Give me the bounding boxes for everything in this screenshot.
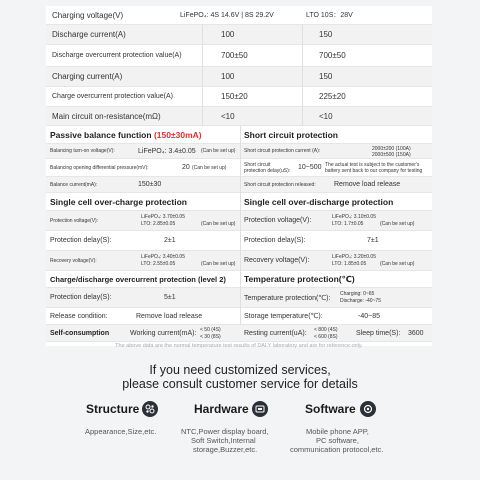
od-prot-v2: LTO: 1.7±0.05 bbox=[332, 221, 364, 227]
short-delay-value: 10~500 bbox=[298, 164, 322, 171]
column-divider bbox=[202, 25, 203, 126]
row-value-1: <10 bbox=[221, 111, 235, 121]
column-divider bbox=[302, 25, 303, 126]
balance-turn-on-label: Balancing turn-on voltage(V): bbox=[50, 148, 115, 154]
oc-prot-note: (Can be set up) bbox=[201, 221, 236, 227]
short-current-value-1: 2000±200 (100A) bbox=[372, 146, 411, 152]
table-row bbox=[46, 159, 432, 177]
short-delay-label-2: protection delay(uS): bbox=[244, 168, 291, 174]
table-row bbox=[46, 144, 432, 159]
feature-desc-line: Soft Switch,Internal bbox=[191, 436, 256, 445]
balance-turn-on-note: (Can be set up) bbox=[201, 148, 236, 154]
oc-prot-v2: LTO: 2.85±0.05 bbox=[141, 221, 176, 227]
row-label: Charging current(A) bbox=[52, 72, 123, 81]
table-row bbox=[46, 308, 432, 325]
footnote: The above data are the normal temperature test results of DALY laboratory and are for reference only. bbox=[115, 343, 363, 349]
feature-desc-line: communication protocol,etc. bbox=[290, 445, 384, 454]
passive-balance-title-text: Passive balance function bbox=[50, 129, 152, 140]
table-row bbox=[46, 251, 432, 271]
row-value-1: 700±50 bbox=[221, 51, 248, 60]
row-value-2: 700±50 bbox=[319, 51, 346, 60]
row-value-2: 150 bbox=[319, 30, 333, 39]
od-prot-label: Protection voltage(V): bbox=[244, 217, 312, 224]
feature-desc-line: NTC,Power display board, bbox=[181, 427, 269, 436]
feature-desc-line: Mobile phone APP, bbox=[306, 427, 369, 436]
oc-rec-note: (Can be set up) bbox=[201, 261, 236, 267]
table-row bbox=[46, 177, 432, 193]
row-label: Main circuit on-resistance(mΩ) bbox=[52, 111, 161, 121]
table-row bbox=[46, 231, 432, 251]
od-prot-v1: LiFePO₄: 3.10±0.05 bbox=[332, 214, 376, 220]
table-row bbox=[46, 67, 432, 87]
temp-prot-v1: Charging: 0~65 bbox=[340, 291, 375, 297]
header-row bbox=[46, 6, 432, 25]
level2-release-label: Release condition: bbox=[50, 312, 108, 320]
self-consumption-row bbox=[46, 325, 432, 342]
working-current-v1: < 50 (4S) bbox=[200, 327, 221, 333]
overdischarge-title: Single cell over-discharge protection bbox=[244, 196, 394, 207]
short-delay-label-1: Short circuit bbox=[244, 162, 271, 168]
resting-current-v2: < 600 (8S) bbox=[314, 334, 338, 340]
storage-temp-value: -40~85 bbox=[358, 312, 380, 320]
resting-current-v1: < 800 (4S) bbox=[314, 327, 338, 333]
temperature-title: Temperature protection(℃) bbox=[244, 273, 355, 284]
header-lto: LTO 10S：28V bbox=[306, 12, 353, 19]
oc-prot-label: Protection voltage(V): bbox=[50, 217, 99, 224]
oc-delay-label: Protection delay(S): bbox=[50, 237, 112, 244]
working-current-v2: < 30 (8S) bbox=[200, 334, 221, 340]
feature-desc-line: Appearance,Size,etc. bbox=[85, 427, 157, 436]
od-rec-note: (Can be set up) bbox=[380, 261, 415, 267]
row-value-2: 150 bbox=[319, 72, 333, 81]
table-row bbox=[46, 107, 432, 126]
balance-diff-note: (Can be set up) bbox=[192, 164, 227, 171]
sleep-time-label: Sleep time(S): bbox=[356, 329, 401, 337]
table-row bbox=[46, 211, 432, 231]
passive-balance-current: (150±30mA) bbox=[153, 129, 202, 140]
temp-prot-v2: Discharge: -40~75 bbox=[340, 298, 381, 304]
cta-line-2: please consult customer service for details bbox=[122, 377, 358, 391]
level2-delay-value: 5±1 bbox=[164, 294, 176, 301]
short-delay-note-1: The actual test is subject to the customer's bbox=[325, 162, 420, 168]
temp-prot-label: Temperature protection(℃): bbox=[244, 294, 331, 302]
short-circuit-title: Short circuit protection bbox=[244, 129, 338, 140]
row-label: Charge overcurrent protection value(A) bbox=[52, 93, 174, 100]
section-header-row bbox=[46, 126, 432, 144]
balance-diff-label: Balancing opening differential pressure(mV): bbox=[50, 164, 149, 171]
gear-cluster-icon bbox=[142, 401, 158, 417]
column-divider bbox=[240, 126, 241, 325]
feature-title: Structure bbox=[86, 402, 140, 416]
level2-title: Charge/discharge overcurrent protection (level 2) bbox=[50, 274, 226, 284]
header-label: Charging voltage(V) bbox=[52, 10, 124, 20]
row-label: Discharge overcurrent protection value(A) bbox=[52, 52, 182, 59]
section-header-row bbox=[46, 193, 432, 211]
table-row bbox=[46, 45, 432, 67]
overcharge-title: Single cell over-charge protection bbox=[50, 196, 187, 207]
feature-title: Hardware bbox=[194, 402, 249, 416]
spec-table bbox=[46, 6, 432, 349]
row-value-1: 100 bbox=[221, 30, 235, 39]
od-rec-label: Recovery voltage(V): bbox=[244, 257, 310, 264]
self-consumption-title: Self-consumption bbox=[50, 329, 110, 337]
passive-balance-title bbox=[50, 130, 202, 140]
working-current-label: Working current(mA): bbox=[130, 329, 197, 337]
od-prot-note: (Can be set up) bbox=[380, 221, 415, 227]
oc-rec-v2: LTO: 2.55±0.05 bbox=[141, 261, 176, 267]
row-value-1: 150±20 bbox=[221, 92, 248, 101]
cta-line-1: If you need customized services, bbox=[149, 363, 331, 377]
oc-delay-value: 2±1 bbox=[164, 237, 176, 244]
circuit-board-icon bbox=[252, 401, 268, 417]
short-current-value-2: 2000±500 (150A) bbox=[372, 152, 411, 158]
short-release-label: Short circuit protection released: bbox=[244, 181, 316, 188]
balance-turn-on-value: LiFePO₄: 3.4±0.05 bbox=[138, 147, 196, 155]
balance-diff-value: 20 bbox=[182, 164, 190, 171]
od-delay-label: Protection delay(S): bbox=[244, 237, 306, 244]
row-value-2: 225±20 bbox=[319, 92, 346, 101]
feature-title: Software bbox=[305, 402, 356, 416]
feature-desc-line: PC software, bbox=[316, 436, 359, 445]
od-delay-value: 7±1 bbox=[367, 237, 379, 244]
resting-current-label: Resting current(uA): bbox=[244, 329, 307, 337]
row-value-1: 100 bbox=[221, 72, 235, 81]
storage-temp-label: Storage temperature(℃): bbox=[244, 313, 323, 320]
short-delay-note-2: battery sent back to our company for testing bbox=[325, 168, 423, 174]
header-lifepo4: LiFePO₄: 4S 14.6V | 8S 29.2V bbox=[180, 11, 274, 19]
balance-current-value: 150±30 bbox=[138, 181, 162, 188]
software-settings-icon bbox=[360, 401, 376, 417]
table-row bbox=[46, 288, 432, 308]
balance-current-label: Balance current(mA): bbox=[50, 181, 98, 188]
level2-release-value: Remove load release bbox=[136, 312, 203, 320]
sleep-time-value: 3600 bbox=[408, 329, 424, 337]
row-label: Discharge current(A) bbox=[52, 30, 126, 39]
feature-desc-line: storage,Buzzer,etc. bbox=[193, 445, 258, 454]
short-release-value: Remove load release bbox=[334, 181, 401, 188]
short-current-label: Short circuit protection current (A): bbox=[244, 148, 321, 154]
od-rec-v1: LiFePO₄: 3.20±0.05 bbox=[332, 254, 376, 260]
oc-prot-v1: LiFePO₄: 3.70±0.05 bbox=[141, 214, 185, 220]
level2-delay-label: Protection delay(S): bbox=[50, 294, 112, 301]
oc-rec-v1: LiFePO₄: 3.40±0.05 bbox=[141, 254, 185, 260]
section-header-row bbox=[46, 271, 432, 288]
table-row bbox=[46, 25, 432, 45]
od-rec-v2: LTO: 1.85±0.05 bbox=[332, 261, 367, 267]
table-row bbox=[46, 87, 432, 107]
row-value-2: <10 bbox=[319, 111, 333, 121]
oc-rec-label: Recovery voltage(V): bbox=[50, 257, 97, 264]
